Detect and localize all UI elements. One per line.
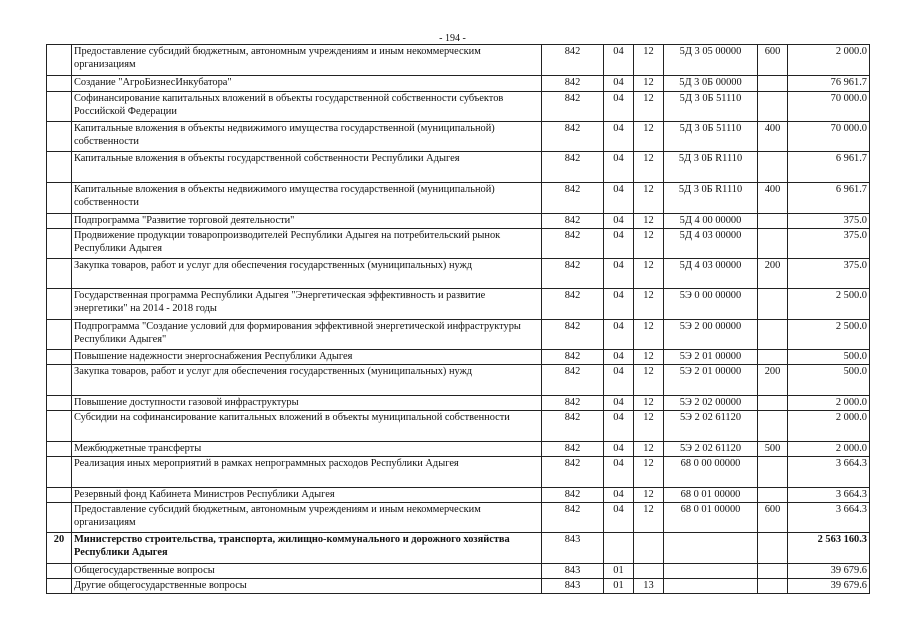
row-number-cell — [47, 214, 72, 229]
amount-cell: 39 679.6 — [788, 579, 870, 594]
amount-cell: 2 563 160.3 — [788, 533, 870, 564]
subsection-code-cell: 12 — [634, 92, 664, 122]
target-article-code-cell: 68 0 01 00000 — [664, 488, 758, 503]
subsection-code-cell: 12 — [634, 350, 664, 365]
row-number-cell: 20 — [47, 533, 72, 564]
expense-type-code-cell — [758, 320, 788, 350]
ministry-code-cell: 842 — [542, 76, 604, 92]
expense-type-code-cell: 400 — [758, 183, 788, 214]
amount-cell: 39 679.6 — [788, 564, 870, 579]
table-row — [47, 45, 870, 76]
table-row — [47, 457, 870, 488]
amount-cell: 6 961.7 — [788, 183, 870, 214]
target-article-code-cell: 5Д 4 03 00000 — [664, 259, 758, 289]
expense-type-code-cell: 600 — [758, 45, 788, 76]
row-number-cell — [47, 76, 72, 92]
subsection-code-cell: 12 — [634, 214, 664, 229]
expense-type-code-cell: 500 — [758, 442, 788, 457]
row-number-cell — [47, 289, 72, 320]
subsection-code-cell: 12 — [634, 503, 664, 533]
amount-cell: 2 000.0 — [788, 442, 870, 457]
ministry-code-cell: 842 — [542, 45, 604, 76]
target-article-code-cell — [664, 579, 758, 594]
subsection-code-cell — [634, 564, 664, 579]
ministry-code-cell: 842 — [542, 183, 604, 214]
row-number-cell — [47, 365, 72, 396]
table-row — [47, 183, 870, 214]
amount-cell: 500.0 — [788, 365, 870, 396]
ministry-code-cell: 843 — [542, 564, 604, 579]
item-name-cell: Подпрограмма "Создание условий для формирования эффективной энергетической инфраструктуры Республики Адыгея" — [72, 320, 542, 350]
ministry-code-cell: 842 — [542, 92, 604, 122]
ministry-code-cell: 842 — [542, 122, 604, 152]
table-row — [47, 229, 870, 259]
section-code-cell: 01 — [604, 564, 634, 579]
item-name-cell: Государственная программа Республики Адыгея "Энергетическая эффективность и развитие энергетики" на 2014 - 2018 годы — [72, 289, 542, 320]
row-number-cell — [47, 442, 72, 457]
section-code-cell: 04 — [604, 152, 634, 183]
expense-type-code-cell — [758, 564, 788, 579]
item-name-cell: Капитальные вложения в объекты государственной собственности Республики Адыгея — [72, 152, 542, 183]
expense-type-code-cell: 400 — [758, 122, 788, 152]
table-row — [47, 503, 870, 533]
section-code-cell: 04 — [604, 503, 634, 533]
subsection-code-cell: 12 — [634, 229, 664, 259]
target-article-code-cell: 5Д 4 00 00000 — [664, 214, 758, 229]
amount-cell: 3 664.3 — [788, 457, 870, 488]
amount-cell: 2 000.0 — [788, 45, 870, 76]
subsection-code-cell: 12 — [634, 396, 664, 411]
expense-type-code-cell: 600 — [758, 503, 788, 533]
ministry-code-cell: 842 — [542, 259, 604, 289]
row-number-cell — [47, 564, 72, 579]
subsection-code-cell: 12 — [634, 488, 664, 503]
subsection-code-cell — [634, 533, 664, 564]
table-row — [47, 579, 870, 594]
amount-cell: 3 664.3 — [788, 503, 870, 533]
section-code-cell: 04 — [604, 76, 634, 92]
ministry-code-cell: 842 — [542, 442, 604, 457]
expense-type-code-cell: 200 — [758, 365, 788, 396]
ministry-code-cell: 842 — [542, 289, 604, 320]
subsection-code-cell: 12 — [634, 152, 664, 183]
section-code-cell: 04 — [604, 214, 634, 229]
item-name-cell: Предоставление субсидий бюджетным, автономным учреждениям и иным некоммерческим организациям — [72, 503, 542, 533]
row-number-cell — [47, 320, 72, 350]
amount-cell: 2 000.0 — [788, 396, 870, 411]
target-article-code-cell: 5Д 3 0Б R1110 — [664, 152, 758, 183]
expense-type-code-cell — [758, 579, 788, 594]
subsection-code-cell: 12 — [634, 183, 664, 214]
section-code-cell: 04 — [604, 365, 634, 396]
ministry-code-cell: 842 — [542, 152, 604, 183]
subsection-code-cell: 12 — [634, 411, 664, 442]
table-row — [47, 122, 870, 152]
expense-type-code-cell — [758, 533, 788, 564]
row-number-cell — [47, 229, 72, 259]
table-row — [47, 214, 870, 229]
row-number-cell — [47, 92, 72, 122]
table-row — [47, 396, 870, 411]
amount-cell: 375.0 — [788, 229, 870, 259]
target-article-code-cell: 5Э 2 00 00000 — [664, 320, 758, 350]
target-article-code-cell: 5Д 3 0Б R1110 — [664, 183, 758, 214]
ministry-code-cell: 843 — [542, 579, 604, 594]
amount-cell: 375.0 — [788, 259, 870, 289]
subsection-code-cell: 12 — [634, 442, 664, 457]
section-code-cell: 04 — [604, 488, 634, 503]
target-article-code-cell: 5Э 2 02 00000 — [664, 396, 758, 411]
target-article-code-cell: 5Д 3 05 00000 — [664, 45, 758, 76]
target-article-code-cell — [664, 533, 758, 564]
ministry-code-cell: 842 — [542, 411, 604, 442]
section-code-cell: 01 — [604, 579, 634, 594]
row-number-cell — [47, 488, 72, 503]
target-article-code-cell: 68 0 00 00000 — [664, 457, 758, 488]
expense-type-code-cell — [758, 92, 788, 122]
target-article-code-cell: 5Э 0 00 00000 — [664, 289, 758, 320]
subsection-code-cell: 12 — [634, 76, 664, 92]
table-row — [47, 533, 870, 564]
expense-type-code-cell — [758, 411, 788, 442]
section-code-cell: 04 — [604, 411, 634, 442]
expense-type-code-cell — [758, 396, 788, 411]
ministry-code-cell: 842 — [542, 350, 604, 365]
amount-cell: 76 961.7 — [788, 76, 870, 92]
ministry-code-cell: 842 — [542, 320, 604, 350]
ministry-code-cell: 842 — [542, 214, 604, 229]
expense-type-code-cell — [758, 76, 788, 92]
row-number-cell — [47, 350, 72, 365]
target-article-code-cell: 5Э 2 02 61120 — [664, 442, 758, 457]
amount-cell: 2 500.0 — [788, 320, 870, 350]
subsection-code-cell: 12 — [634, 365, 664, 396]
item-name-cell: Предоставление субсидий бюджетным, автономным учреждениям и иным некоммерческим организациям — [72, 45, 542, 76]
table-row — [47, 76, 870, 92]
table-row — [47, 320, 870, 350]
amount-cell: 70 000.0 — [788, 92, 870, 122]
item-name-cell: Подпрограмма "Развитие торговой деятельности" — [72, 214, 542, 229]
row-number-cell — [47, 396, 72, 411]
table-row — [47, 350, 870, 365]
row-number-cell — [47, 411, 72, 442]
subsection-code-cell: 12 — [634, 45, 664, 76]
section-code-cell: 04 — [604, 320, 634, 350]
expense-type-code-cell — [758, 289, 788, 320]
section-code-cell: 04 — [604, 122, 634, 152]
amount-cell: 70 000.0 — [788, 122, 870, 152]
target-article-code-cell: 68 0 01 00000 — [664, 503, 758, 533]
section-code-cell — [604, 533, 634, 564]
item-name-cell: Софинансирование капитальных вложений в объекты государственной собственности субъектов Российской Федерации — [72, 92, 542, 122]
row-number-cell — [47, 457, 72, 488]
ministry-code-cell: 842 — [542, 365, 604, 396]
section-code-cell: 04 — [604, 396, 634, 411]
subsection-code-cell: 12 — [634, 457, 664, 488]
target-article-code-cell: 5Д 3 0Б 51110 — [664, 92, 758, 122]
expense-type-code-cell — [758, 488, 788, 503]
row-number-cell — [47, 152, 72, 183]
amount-cell: 6 961.7 — [788, 152, 870, 183]
item-name-cell: Закупка товаров, работ и услуг для обеспечения государственных (муниципальных) нужд — [72, 365, 542, 396]
table-row — [47, 365, 870, 396]
expense-type-code-cell — [758, 152, 788, 183]
expense-type-code-cell — [758, 229, 788, 259]
subsection-code-cell: 13 — [634, 579, 664, 594]
row-number-cell — [47, 503, 72, 533]
section-code-cell: 04 — [604, 229, 634, 259]
target-article-code-cell: 5Д 3 0Б 51110 — [664, 122, 758, 152]
section-code-cell: 04 — [604, 92, 634, 122]
row-number-cell — [47, 183, 72, 214]
table-row — [47, 289, 870, 320]
subsection-code-cell: 12 — [634, 259, 664, 289]
item-name-cell: Повышение доступности газовой инфраструктуры — [72, 396, 542, 411]
section-code-cell: 04 — [604, 457, 634, 488]
item-name-cell: Резервный фонд Кабинета Министров Республики Адыгея — [72, 488, 542, 503]
item-name-cell: Создание "АгроБизнесИнкубатора" — [72, 76, 542, 92]
row-number-cell — [47, 122, 72, 152]
section-code-cell: 04 — [604, 350, 634, 365]
page-number: - 194 - — [439, 33, 466, 44]
amount-cell: 3 664.3 — [788, 488, 870, 503]
ministry-code-cell: 842 — [542, 229, 604, 259]
section-code-cell: 04 — [604, 259, 634, 289]
row-number-cell — [47, 579, 72, 594]
expense-type-code-cell — [758, 214, 788, 229]
budget-table — [46, 44, 870, 594]
table-row — [47, 411, 870, 442]
ministry-code-cell: 843 — [542, 533, 604, 564]
item-name-cell: Министерство строительства, транспорта, жилищно-коммунального и дорожного хозяйства Республики Адыгея — [72, 533, 542, 564]
amount-cell: 500.0 — [788, 350, 870, 365]
expense-type-code-cell — [758, 457, 788, 488]
row-number-cell — [47, 45, 72, 76]
row-number-cell — [47, 259, 72, 289]
subsection-code-cell: 12 — [634, 320, 664, 350]
ministry-code-cell: 842 — [542, 457, 604, 488]
item-name-cell: Другие общегосударственные вопросы — [72, 579, 542, 594]
subsection-code-cell: 12 — [634, 122, 664, 152]
section-code-cell: 04 — [604, 183, 634, 214]
amount-cell: 375.0 — [788, 214, 870, 229]
section-code-cell: 04 — [604, 289, 634, 320]
table-row — [47, 564, 870, 579]
table-row — [47, 92, 870, 122]
item-name-cell: Капитальные вложения в объекты недвижимого имущества государственной (муниципальной) собственности — [72, 122, 542, 152]
ministry-code-cell: 842 — [542, 396, 604, 411]
section-code-cell: 04 — [604, 45, 634, 76]
amount-cell: 2 000.0 — [788, 411, 870, 442]
target-article-code-cell: 5Э 2 01 00000 — [664, 350, 758, 365]
subsection-code-cell: 12 — [634, 289, 664, 320]
item-name-cell: Капитальные вложения в объекты недвижимого имущества государственной (муниципальной) собственности — [72, 183, 542, 214]
section-code-cell: 04 — [604, 442, 634, 457]
expense-type-code-cell — [758, 350, 788, 365]
table-row — [47, 442, 870, 457]
item-name-cell: Реализация иных мероприятий в рамках непрограммных расходов Республики Адыгея — [72, 457, 542, 488]
item-name-cell: Повышение надежности энергоснабжения Республики Адыгея — [72, 350, 542, 365]
item-name-cell: Продвижение продукции товаропроизводителей Республики Адыгея на потребительский рынок Республики Адыгея — [72, 229, 542, 259]
item-name-cell: Закупка товаров, работ и услуг для обеспечения государственных (муниципальных) нужд — [72, 259, 542, 289]
table-row — [47, 259, 870, 289]
target-article-code-cell: 5Д 4 03 00000 — [664, 229, 758, 259]
amount-cell: 2 500.0 — [788, 289, 870, 320]
table-row — [47, 488, 870, 503]
expense-type-code-cell: 200 — [758, 259, 788, 289]
target-article-code-cell: 5Э 2 01 00000 — [664, 365, 758, 396]
ministry-code-cell: 842 — [542, 503, 604, 533]
item-name-cell: Субсидии на софинансирование капитальных вложений в объекты муниципальной собственности — [72, 411, 542, 442]
table-row — [47, 152, 870, 183]
target-article-code-cell: 5Д 3 0Б 00000 — [664, 76, 758, 92]
target-article-code-cell: 5Э 2 02 61120 — [664, 411, 758, 442]
item-name-cell: Общегосударственные вопросы — [72, 564, 542, 579]
ministry-code-cell: 842 — [542, 488, 604, 503]
target-article-code-cell — [664, 564, 758, 579]
item-name-cell: Межбюджетные трансферты — [72, 442, 542, 457]
